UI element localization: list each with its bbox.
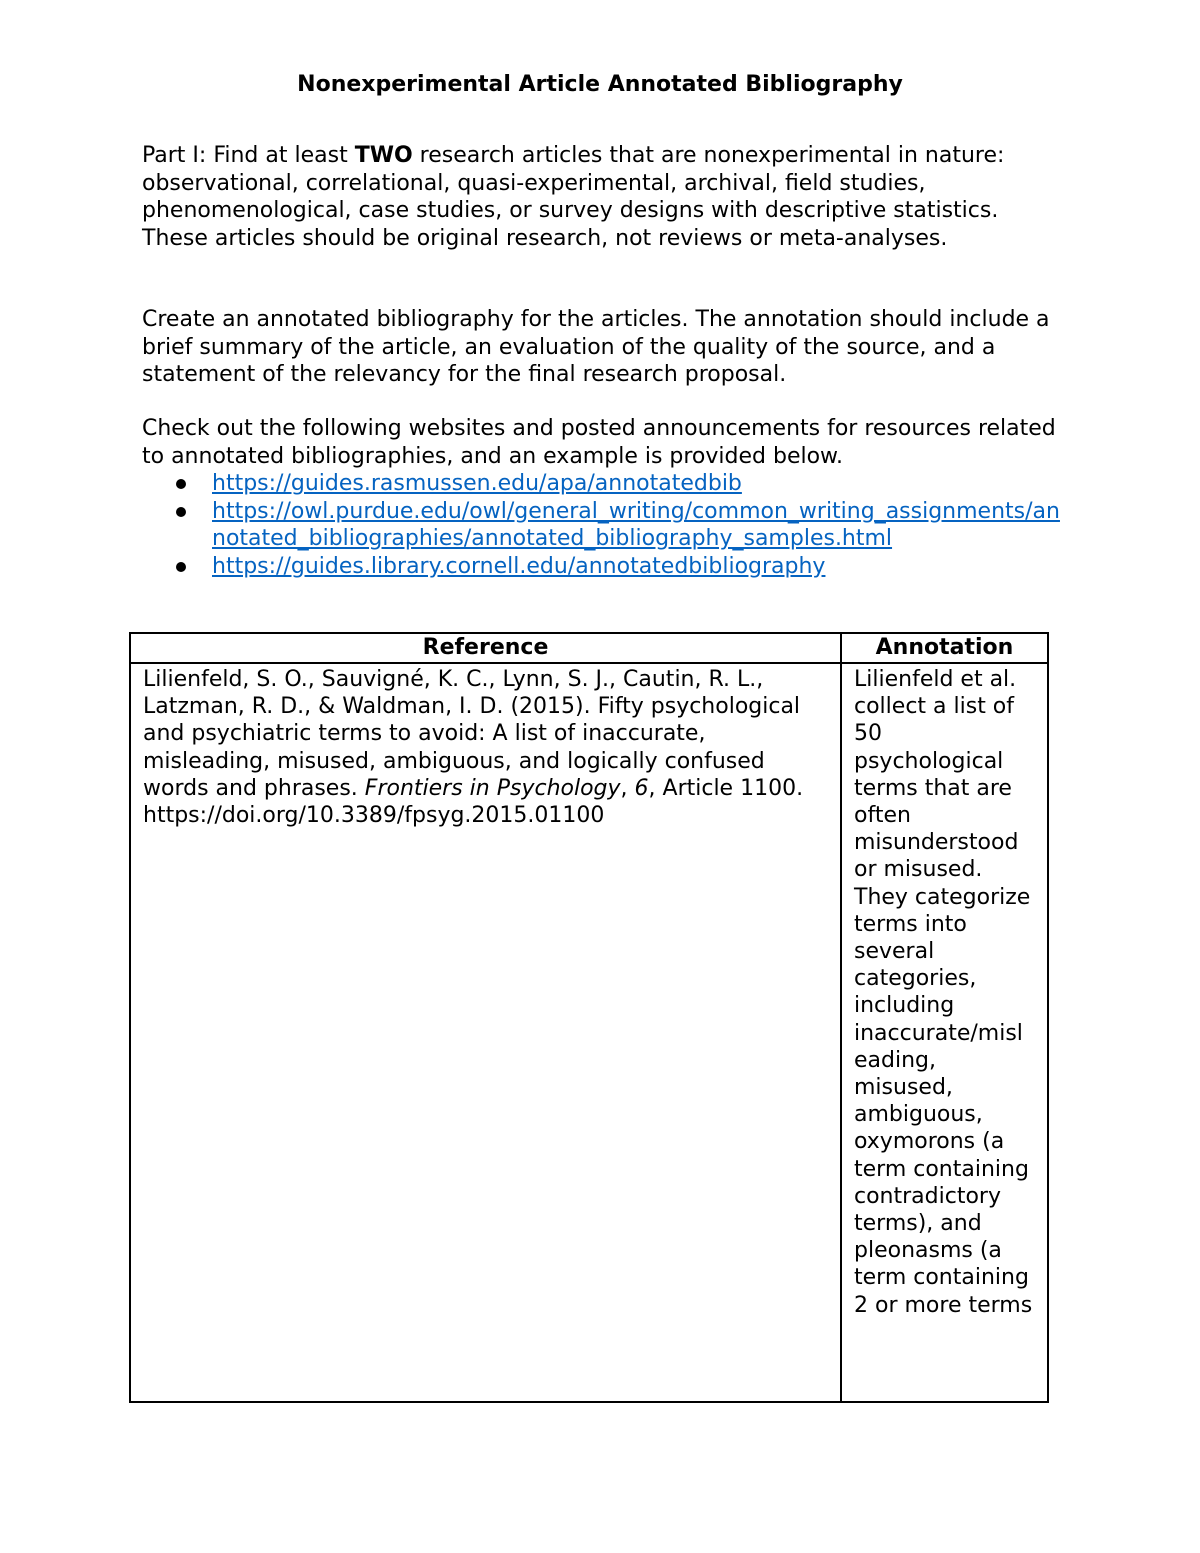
bullet-icon	[176, 562, 186, 572]
bullet-icon	[176, 507, 186, 517]
bullet-icon	[176, 479, 186, 489]
reference-text: Lilienfeld, S. O., Sauvigné, K. C., Lynn, S. J., Cautin, R. L., Latzman, R. D., & Waldman, I. D. (2015). Fifty psychological and psychiatric terms to avoid: A list of inaccurate, misleading, misused, ambiguous, and logically confused words and phrases.	[143, 667, 801, 801]
cornell-link[interactable]: https://guides.library.cornell.edu/annotatedbibliography	[212, 553, 826, 579]
part1-emphasis: TWO	[354, 143, 413, 168]
table-row	[130, 663, 1048, 1402]
annotation-instructions: Create an annotated bibliography for the articles. The annotation should include a brief summary of the article, an evaluation of the quality of the source, and a statement of the relevancy for the final research proposal.	[142, 307, 1050, 387]
reference-cell	[130, 663, 841, 1402]
part1-instructions	[142, 142, 1062, 252]
table-header-row	[130, 633, 1048, 663]
annotation-header: Annotation	[841, 633, 1048, 663]
reference-header: Reference	[130, 633, 841, 663]
reference-doi: , Article 1100. https://doi.org/10.3389/fpsyg.2015.01100	[143, 775, 804, 829]
journal-volume: 6	[634, 775, 649, 801]
list-item	[142, 553, 1072, 581]
part1-prefix: Part I: Find at least	[142, 143, 355, 168]
annotation-cell: Lilienfeld et al. collect a list of 50 psychological terms that are often misunderstood or misused. They categorize terms into several categories, including inaccurate/misleading, misused, ambiguous, oxymorons (a term containing contradictory terms), and pleonasms (a term containing 2 or more terms	[841, 663, 1048, 1402]
list-item	[142, 470, 1072, 498]
document-title: Nonexperimental Article Annotated Bibliography	[297, 72, 903, 97]
rasmussen-link[interactable]: https://guides.rasmussen.edu/apa/annotatedbib	[212, 471, 742, 496]
resources-intro: Check out the following websites and posted announcements for resources related to annotated bibliographies, and an example is provided below.	[142, 416, 1056, 469]
purdue-owl-link[interactable]: https://owl.purdue.edu/owl/general_writing/common_writing_assignments/annotated_bibliographies/annotated_bibliography_samples.html	[212, 498, 1060, 551]
bibliography-table	[129, 632, 1049, 1403]
part1-rest: research articles that are nonexperimental in nature: observational, correlational, quasi-experimental, archival, field studies, phenomenological, case studies, or survey designs with descriptive statistics. These articles should be original research, not reviews or meta-analyses.	[142, 143, 1005, 251]
reference-separator: ,	[620, 775, 635, 801]
journal-title: Frontiers in Psychology	[364, 775, 621, 801]
list-item	[142, 498, 1072, 553]
resource-links-list	[142, 470, 1072, 580]
